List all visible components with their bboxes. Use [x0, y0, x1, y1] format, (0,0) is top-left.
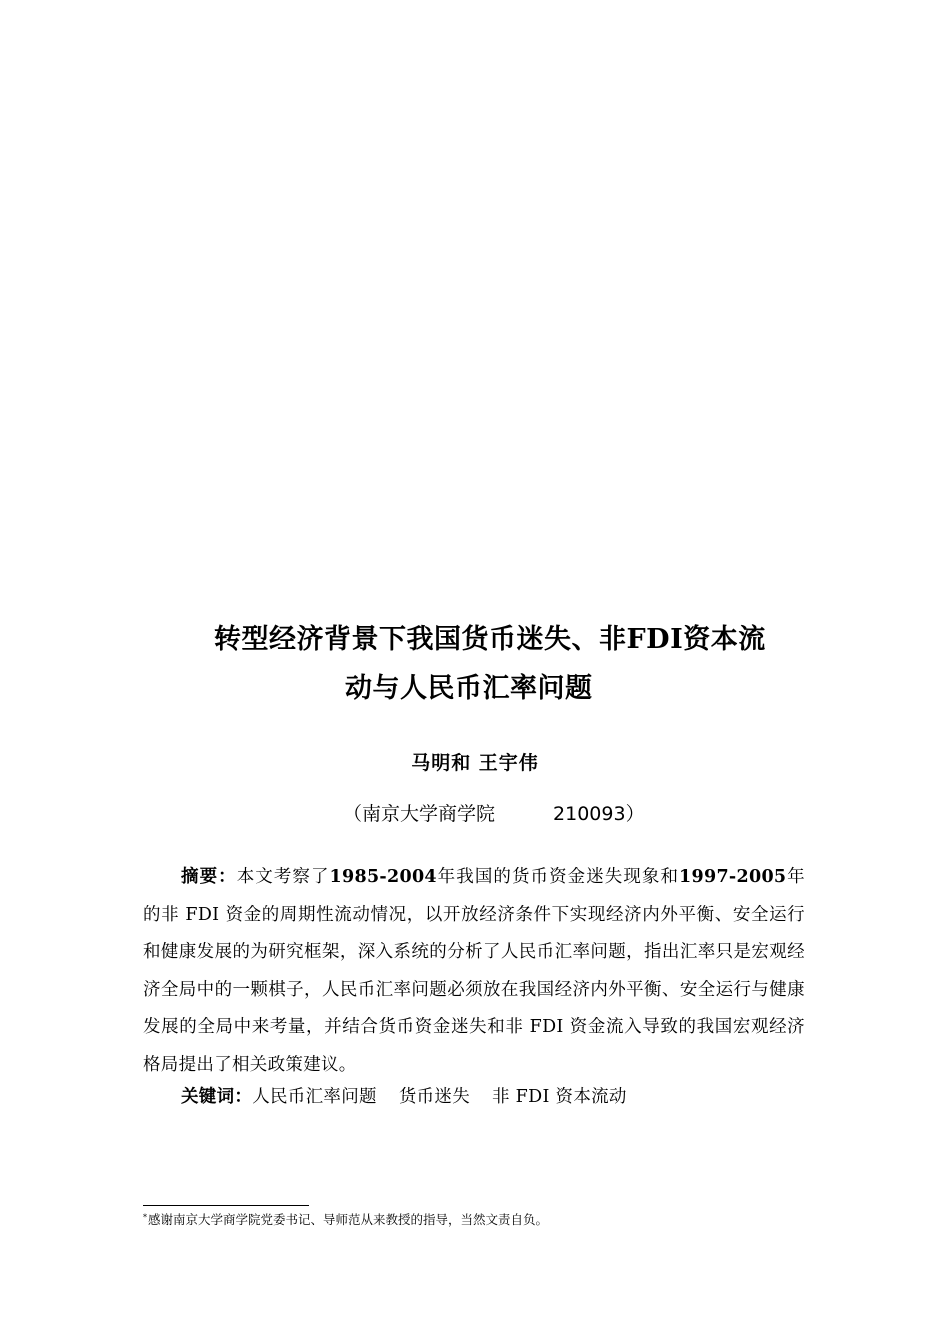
keyword-item: 非 FDI 资本流动 [492, 1087, 627, 1107]
keyword-item: 人民币汇率问题 [252, 1087, 377, 1107]
abstract-text-part-2: 年我国的货币资金迷失现象和 [436, 867, 680, 887]
footnote-text: 感谢南京大学商学院党委书记、导师范从来教授的指导，当然文责自负。 [148, 1212, 549, 1227]
keywords-label: 关键词： [181, 1087, 253, 1107]
abstract-text-part-3: 年的非 FDI 资金的周期性流动情况，以开放经济条件下实现经济内外平衡、安全运行和健康发展的为研究框架，深入系统的分析了人民币汇率问题，指出汇率只是宏观经济全局中的一颗棋子，人民币汇率问题必须放在我国经济内外平衡、安全运行与健康发展的全局中来考量，并结合货币资金迷失和非 FDI 资金流入导致的我国宏观经济格局提出了相关政策建议。 [143, 867, 805, 1075]
abstract-text-part-1: 本文考察了 [236, 867, 330, 887]
abstract-years-2: 1997-2005 [679, 867, 787, 887]
abstract-label: 摘要： [181, 867, 237, 887]
footnote [143, 1211, 548, 1229]
author-names: 马明和 王宇伟 [411, 752, 539, 774]
footnote-marker: * [143, 1213, 147, 1222]
paper-title-line-2: 动与人民币汇率问题 [345, 673, 593, 704]
keywords-line [181, 1082, 627, 1112]
affiliation-close-paren: ） [625, 803, 645, 825]
paper-title-line-1: 转型经济背景下我国货币迷失、非FDI资本流 [214, 624, 766, 655]
author-affiliation [343, 800, 645, 828]
abstract-years-1: 1985-2004 [329, 867, 437, 887]
affiliation-institution: 南京大学商学院 [362, 803, 496, 825]
abstract-paragraph [143, 859, 805, 1085]
keyword-item: 货币迷失 [398, 1087, 471, 1107]
footnote-separator [143, 1205, 309, 1206]
affiliation-open-paren: （ [343, 803, 363, 825]
affiliation-postcode: 210093 [553, 803, 626, 825]
